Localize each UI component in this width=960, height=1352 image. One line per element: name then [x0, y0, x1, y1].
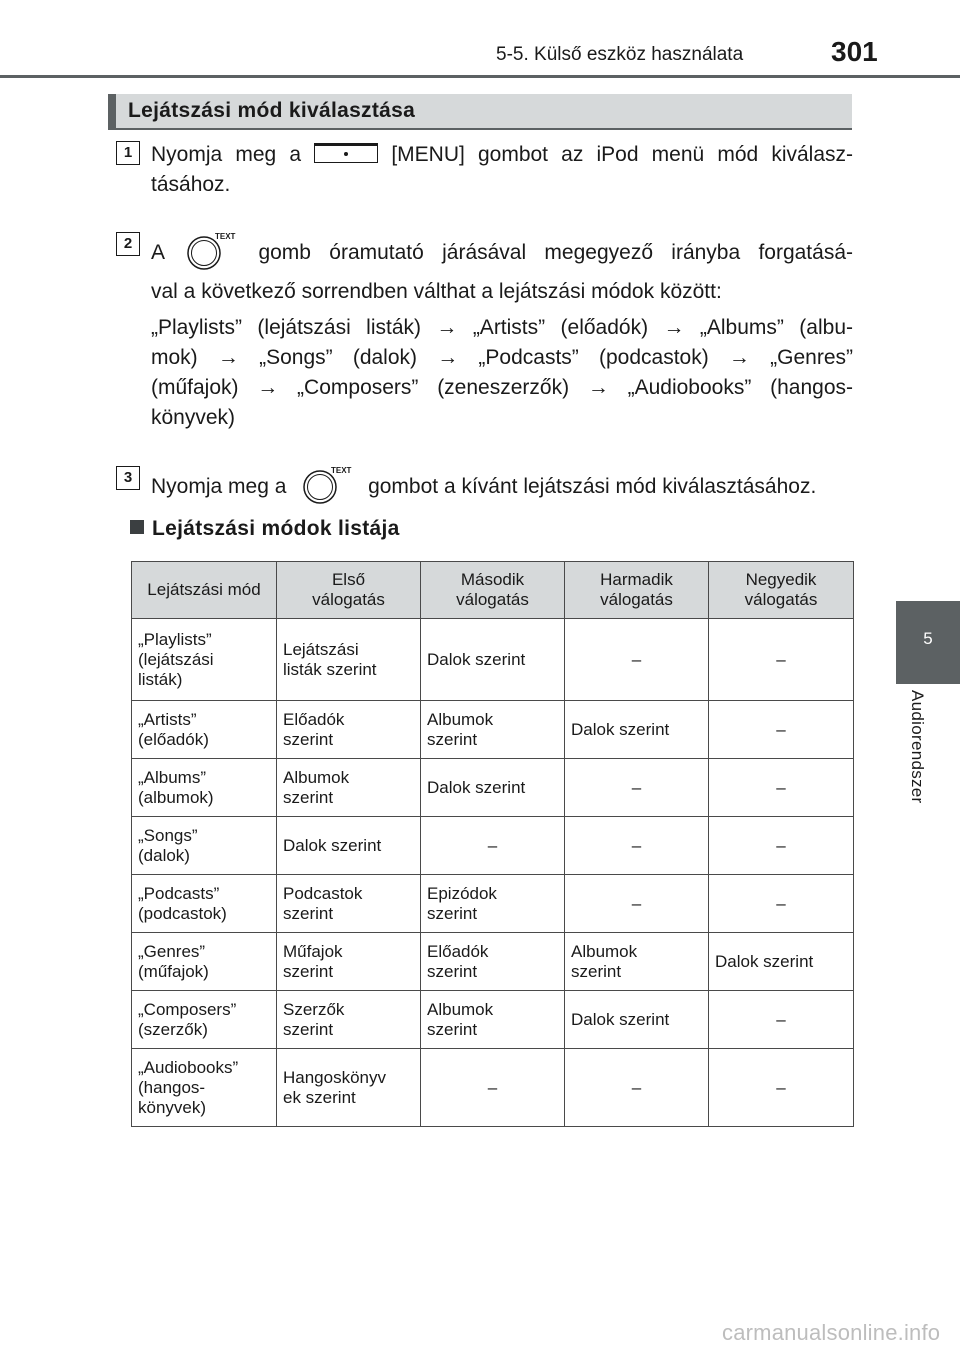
- step-2-line-2: val a következő sorrendben válthat a lejátszási módok között:: [151, 280, 722, 303]
- table-cell: Podcastok szerint: [277, 875, 421, 933]
- table-cell: –: [709, 991, 854, 1049]
- table-cell: Albumok szerint: [565, 933, 709, 991]
- step-3-line-1: [151, 465, 853, 505]
- step-1-line-2: tásához.: [151, 173, 231, 196]
- step-1-text-before: Nyomja meg a: [151, 143, 302, 166]
- table-cell: Előadók szerint: [421, 933, 565, 991]
- table-cell: –: [709, 701, 854, 759]
- table-cell: „Playlists” (lejátszási listák): [132, 619, 277, 701]
- table-cell: –: [709, 619, 854, 701]
- table-cell: „Composers” (szerzők): [132, 991, 277, 1049]
- page-number: 301: [831, 36, 878, 67]
- step-3-text-after: gombot a kívánt lejátszási mód kiválasztásához.: [368, 475, 817, 498]
- table-cell: Műfajok szerint: [277, 933, 421, 991]
- chapter-number: 5: [923, 629, 933, 648]
- running-header-title: 5-5. Külső eszköz használata: [496, 44, 744, 65]
- table-cell: –: [709, 759, 854, 817]
- step-2-sequence-line-3: (műfajok) → „Composers” (zeneszerzők) → „Audiobooks” (hangos-: [151, 376, 853, 399]
- playback-modes-table: [131, 561, 854, 1127]
- table-cell: Albumok szerint: [277, 759, 421, 817]
- table-row: [132, 933, 854, 991]
- table-body: [132, 619, 854, 1127]
- table-header-row: [132, 562, 854, 619]
- step-1-text-after: [MENU] gombot az iPod menü mód kiválasz-: [391, 143, 854, 166]
- menu-button-icon: [314, 143, 378, 163]
- table-cell: Dalok szerint: [709, 933, 854, 991]
- step-1-line-1: [151, 140, 853, 170]
- table-row: [132, 759, 854, 817]
- square-bullet-icon: [130, 520, 144, 534]
- table-cell: Előadók szerint: [277, 701, 421, 759]
- section-title: Lejátszási mód kiválasztása: [128, 99, 416, 122]
- table-row: [132, 875, 854, 933]
- table-cell: –: [565, 817, 709, 875]
- table-header-cell: Negyedik válogatás: [709, 562, 854, 619]
- knob-text-label: TEXT: [215, 232, 236, 241]
- table-cell: Hangoskönyv ek szerint: [277, 1049, 421, 1127]
- table-cell: –: [565, 619, 709, 701]
- table-cell: „Songs” (dalok): [132, 817, 277, 875]
- table-row: [132, 817, 854, 875]
- table-cell: Dalok szerint: [277, 817, 421, 875]
- chapter-tab: [896, 601, 960, 684]
- table-cell: Lejátszási listák szerint: [277, 619, 421, 701]
- table-cell: Albumok szerint: [421, 701, 565, 759]
- header-rule: [0, 75, 960, 78]
- table-cell: „Albums” (albumok): [132, 759, 277, 817]
- watermark: carmanualsonline.info: [722, 1320, 941, 1345]
- step-2-line-1: [151, 231, 853, 271]
- chapter-label: Audiorendszer: [908, 690, 927, 804]
- table-cell: –: [709, 1049, 854, 1127]
- table-row: [132, 1049, 854, 1127]
- table-cell: „Artists” (előadók): [132, 701, 277, 759]
- table-cell: –: [421, 1049, 565, 1127]
- table-cell: –: [709, 875, 854, 933]
- table-cell: Dalok szerint: [565, 991, 709, 1049]
- step-2-text-before: A: [151, 241, 164, 264]
- step-number-2: 2: [116, 232, 140, 256]
- tune-knob-icon: [182, 231, 240, 271]
- table-header-cell: Harmadik válogatás: [565, 562, 709, 619]
- table-cell: –: [421, 817, 565, 875]
- table-cell: –: [565, 875, 709, 933]
- table-cell: –: [709, 817, 854, 875]
- step-2-sequence-line-2: mok) → „Songs” (dalok) → „Podcasts” (podcastok) → „Genres”: [151, 346, 853, 369]
- table-cell: Szerzők szerint: [277, 991, 421, 1049]
- step-number-1: 1: [116, 141, 140, 165]
- table-row: [132, 701, 854, 759]
- section-heading: [108, 94, 852, 130]
- table-cell: Albumok szerint: [421, 991, 565, 1049]
- step-number-3: 3: [116, 466, 140, 490]
- table-row: [132, 619, 854, 701]
- table-header-cell: Második válogatás: [421, 562, 565, 619]
- table-cell: „Genres” (műfajok): [132, 933, 277, 991]
- table-cell: –: [565, 1049, 709, 1127]
- step-3-text-before: Nyomja meg a: [151, 475, 287, 498]
- table-cell: „Podcasts” (podcastok): [132, 875, 277, 933]
- list-title-text: Lejátszási módok listája: [152, 517, 400, 540]
- table-header-cell: Lejátszási mód: [132, 562, 277, 619]
- table-cell: Dalok szerint: [421, 759, 565, 817]
- step-2-sequence-line-1: „Playlists” (lejátszási listák) → „Artists” (előadók) → „Albums” (albu-: [151, 316, 853, 339]
- table-row: [132, 991, 854, 1049]
- list-title: [130, 517, 400, 541]
- table-cell: „Audiobooks” (hangos- könyvek): [132, 1049, 277, 1127]
- step-2-sequence-line-4: könyvek): [151, 406, 236, 429]
- table-header-cell: Első válogatás: [277, 562, 421, 619]
- step-2-text-after: gomb óramutató járásával megegyező irányba forgatásá-: [258, 241, 853, 264]
- table-cell: Dalok szerint: [565, 701, 709, 759]
- knob-text-label: TEXT: [331, 466, 352, 475]
- tune-knob-icon: [298, 465, 356, 505]
- table-cell: Dalok szerint: [421, 619, 565, 701]
- table-cell: –: [565, 759, 709, 817]
- table-cell: Epizódok szerint: [421, 875, 565, 933]
